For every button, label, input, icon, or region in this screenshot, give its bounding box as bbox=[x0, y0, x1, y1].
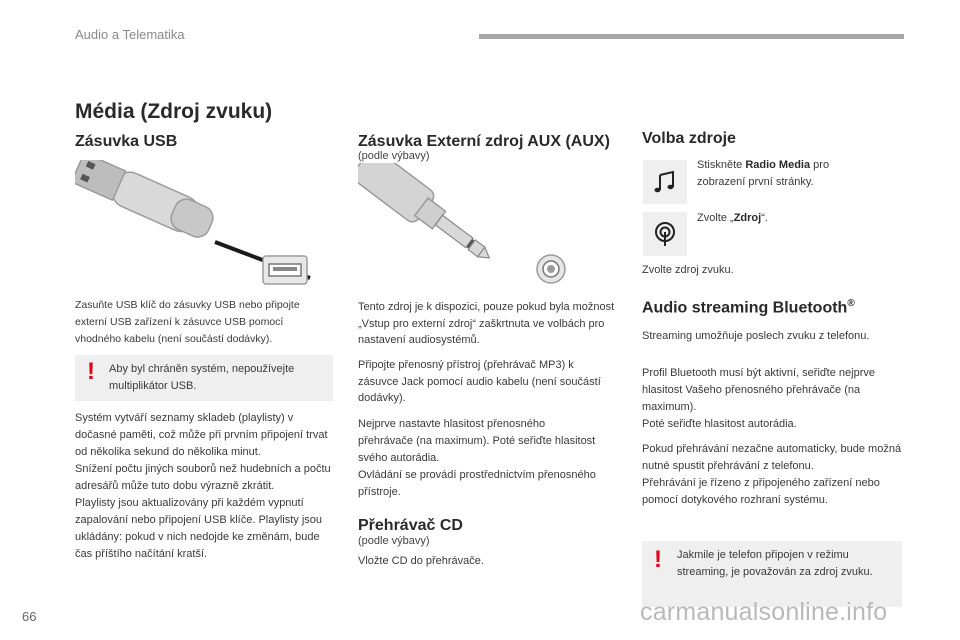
bluetooth-paragraph-3: Pokud přehrávání nezačne automaticky, bude možná nutné spustit přehrávání z telefonu. Přehrávání je řízeno z připojeného zařízení nebo pomocí dotykového rozhraní systému. bbox=[642, 443, 902, 506]
page-number: 66 bbox=[22, 609, 37, 624]
usb-paragraph-1: Zasuňte USB klíč do zásuvky USB nebo připojte externí USB zařízení k zásuvce USB pomocí vhodného kabelu (není součástí dodávky). bbox=[75, 299, 300, 345]
bluetooth-title-text: Audio streaming Bluetooth bbox=[642, 299, 848, 317]
zdroj-label: Zdroj bbox=[733, 212, 762, 224]
source-step-1 bbox=[697, 157, 867, 190]
warning-icon: ! bbox=[654, 546, 662, 573]
aux-subtitle: (podle výbavy) bbox=[358, 150, 430, 162]
aux-paragraph-3: Nejprve nastavte hlasitost přenosného přehrávače (na maximum). Poté seřiďte hlasitost svého autorádia. Ovládání se provádí prostřednictvím přenosného přístroje. bbox=[358, 418, 596, 498]
music-note-icon bbox=[651, 168, 679, 196]
aux-paragraph-2: Připojte přenosný přístroj (přehrávač MP3) k zásuvce Jack pomocí audio kabelu (není součástí dodávky). bbox=[358, 359, 601, 404]
usb-note-text: Aby byl chráněn systém, nepoužívejte multiplikátor USB. bbox=[109, 363, 295, 392]
source-final-text: Zvolte zdroj zvuku. bbox=[642, 264, 734, 276]
source-step-2 bbox=[697, 210, 768, 227]
source-target-icon bbox=[651, 220, 679, 248]
usb-socket-icon bbox=[262, 255, 308, 285]
bluetooth-note-text: Jakmile je telefon připojen v režimu streaming, je považován za zdroj zvuku. bbox=[677, 549, 873, 578]
source-step-1-suffix: pro zobrazení první stránky. bbox=[697, 159, 830, 188]
watermark: carmanualsonline.info bbox=[640, 598, 888, 626]
bluetooth-section-title bbox=[642, 298, 855, 317]
bluetooth-paragraph-1: Streaming umožňuje poslech zvuku z telefonu. bbox=[642, 330, 870, 342]
source-step-2-prefix: Zvolte „ bbox=[697, 212, 734, 224]
cd-text: Vložte CD do přehrávače. bbox=[358, 555, 484, 567]
source-section-title: Volba zdroje bbox=[642, 130, 736, 147]
header-title: Audio a Telematika bbox=[75, 27, 185, 42]
cd-section-title: Přehrávač CD bbox=[358, 517, 463, 534]
radio-media-button-icon bbox=[643, 160, 687, 204]
usb-warning-note bbox=[75, 355, 333, 401]
registered-mark: ® bbox=[847, 298, 855, 309]
page-title: Média (Zdroj zvuku) bbox=[75, 100, 273, 123]
warning-icon: ! bbox=[87, 358, 95, 385]
header-bar bbox=[479, 34, 904, 39]
aux-socket-icon bbox=[535, 253, 567, 285]
usb-paragraph-2: Systém vytváří seznamy skladeb (playlisty) v dočasné paměti, což může při prvním připojení trvat od několika sekund do několika minut. Snížení počtu jiných souborů než hudebních a počtu adresářů může tuto dobu výrazně zkrátit. Playlisty jsou aktualizovány při každém vypnutí zapalování nebo připojení USB klíče. Playlisty jsou ukládány: pokud v nich nedojde ke změnám, bude čas příštího načítání kratší. bbox=[75, 412, 331, 560]
cd-subtitle: (podle výbavy) bbox=[358, 535, 430, 547]
source-button-icon bbox=[643, 212, 687, 256]
source-step-2-suffix: “. bbox=[761, 212, 768, 224]
aux-paragraph-1: Tento zdroj je k dispozici, pouze pokud byla možnost „Vstup pro externí zdroj“ zaškrtnuta ve volbách pro nastavení audiosystémů. bbox=[358, 301, 615, 346]
source-step-1-prefix: Stiskněte bbox=[697, 159, 746, 171]
radio-media-label: Radio Media bbox=[745, 159, 811, 171]
bluetooth-paragraph-2: Profil Bluetooth musí být aktivní, seřiďte nejprve hlasitost Vašeho přenosného přehrávače (na maximum). Poté seřiďte hlasitost autorádia. bbox=[642, 367, 875, 430]
aux-section-title: Zásuvka Externí zdroj AUX (AUX) bbox=[358, 133, 610, 150]
usb-section-title: Zásuvka USB bbox=[75, 133, 178, 150]
